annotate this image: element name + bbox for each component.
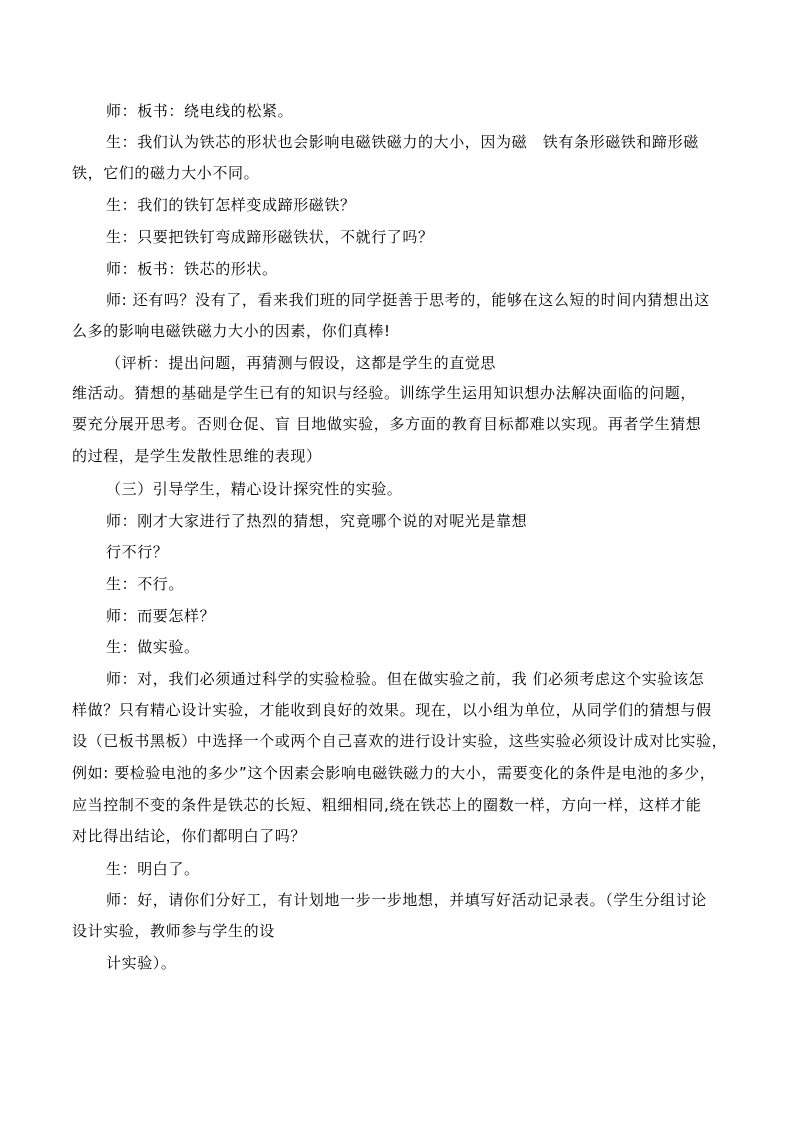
text-line: 行不行？ — [106, 543, 169, 561]
text-line: 要充分展开思考。否则仓促、盲 目地做实验，多方面的教育目标都难以实现。再者学生猜想 — [72, 415, 702, 433]
text-line: 师：而要怎样？ — [106, 607, 216, 625]
text-line: 设计实验，教师参与学生的设 — [72, 922, 275, 940]
text-line: 铁，它们的磁力大小不同。 — [72, 164, 260, 182]
text-line: （评析：提出问题，再猜测与假设，这都是学生的直觉思 — [106, 354, 497, 372]
text-line: 么多的影响电磁铁磁力大小的因素，你们真棒! — [72, 322, 391, 340]
text-line: 生：明白了。 — [106, 860, 200, 878]
text-line: 应当控制不变的条件是铁芯的长短、粗细相同,绕在铁芯上的圈数一样，方向一样，这样才能 — [72, 796, 702, 814]
text-line: 师：好，请你们分好工，有计划地一步一步地想，并填写好活动记录表。（学生分组讨论 — [106, 891, 707, 909]
text-line: 师：对，我们必须通过科学的实验检验。但在做实验之前，我 们必须考虑这个实验该怎 — [106, 670, 705, 688]
text-line: 师：板书：铁芯的形状。 — [106, 260, 278, 278]
text-line: 维活动。猜想的基础是学生已有的知识与经验。训练学生运用知识想办法解决面临的问题， — [72, 384, 697, 402]
section-heading: （三）引导学生，精心设计探究性的实验。 — [106, 480, 403, 498]
text-line: 计实验）。 — [106, 954, 177, 972]
text-line: 师: 还有吗？没有了，看来我们班的同学挺善于思考的，能够在这么短的时间内猜想出这 — [106, 291, 710, 309]
text-line: 师：板书：绕电线的松紧。 — [106, 102, 294, 120]
text-line: 的过程，是学生发散性思维的表现） — [72, 447, 322, 465]
text-line: 生：只要把铁钉弯成蹄形磁铁状，不就行了吗？ — [106, 228, 434, 246]
text-line: 生：不行。 — [106, 575, 185, 593]
text-line: 生：我们认为铁芯的形状也会影响电磁铁磁力的大小，因为磁 铁有条形磁铁和蹄形磁 — [106, 133, 699, 151]
text-line: 样做？只有精心设计实验，才能收到良好的效果。现在，以小组为单位，从同学们的猜想与假 — [72, 701, 712, 719]
text-line: 生：做实验。 — [106, 638, 200, 656]
text-line: 例如: 要检验电池的多少”这个因素会影响电磁铁磁力的大小，需要变化的条件是电池的多少， — [72, 764, 716, 782]
text-line: 师：刚才大家进行了热烈的猜想，究竟哪个说的对呢光是靠想 — [106, 512, 528, 530]
text-line: 设（已板书黑板）中选择一个或两个自己喜欢的进行设计实验，这些实验必须设计成对比实验， — [72, 732, 728, 750]
text-line: 生：我们的铁钉怎样变成蹄形磁铁？ — [106, 196, 356, 214]
text-line: 对比得出结论，你们都明白了吗？ — [72, 827, 307, 845]
